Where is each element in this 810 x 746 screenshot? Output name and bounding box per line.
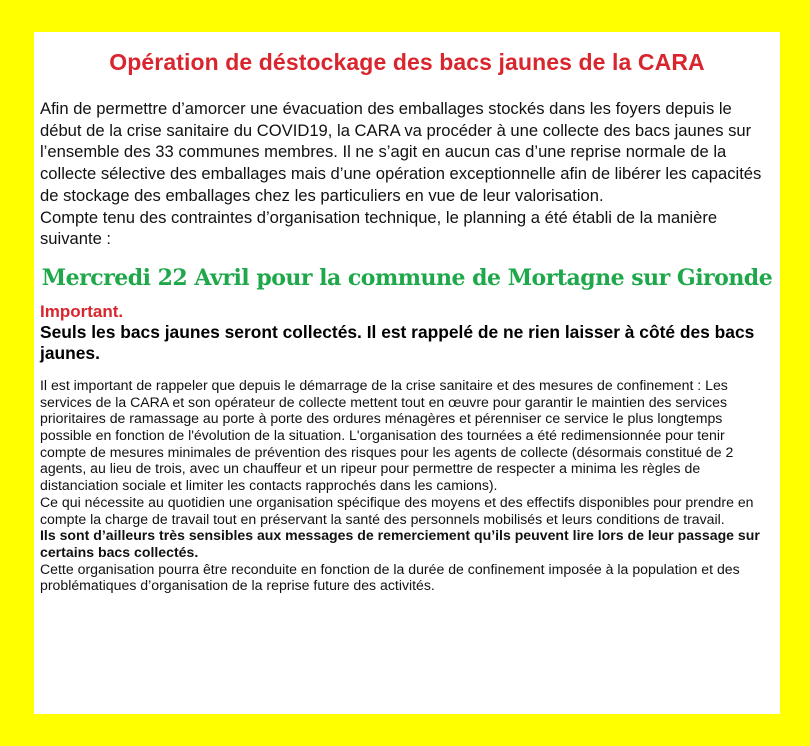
intro-planning: Compte tenu des contraintes d’organisation technique, le planning a été établi de la manière suivante : <box>40 207 718 249</box>
intro-section <box>40 98 774 250</box>
body-paragraph-2: Ce qui nécessite au quotidien une organisation spécifique des moyens et des effectifs disponibles pour prendre en compte la charge de travail tout en préservant la santé des personnels mobilisés et leurs conditions de travail. <box>40 493 754 527</box>
page-title: Opération de déstockage des bacs jaunes de la CARA <box>109 49 705 75</box>
notice-panel <box>34 32 780 714</box>
body-paragraph-1: Il est important de rappeler que depuis le démarrage de la crise sanitaire et des mesures de confinement : Les services de la CARA et son opérateur de collecte mettent tout en œuvre pour garantir le maintien des services prioritaires de ramassage au porte à porte des ordures ménagères et pérenniser ce service le plus longtemps possible en fonction de l'évolution de la situation. L'organisation des tournées a été redimensionnée pour tenir compte de mesures minimales de prévention des risques pour les agents de collecte (désormais constitué de 2 agents, au lieu de trois, avec un chauffeur et un ripeur pour permettre de respecter a minima les règles de distanciation sociale et limiter les contacts rapprochés dans les camions). <box>40 376 734 494</box>
body-section <box>40 377 774 594</box>
important-text: Seuls les bacs jaunes seront collectés. Il est rappelé de ne rien laisser à côté des bacs jaunes. <box>40 321 755 364</box>
body-paragraph-3: Cette organisation pourra être reconduite en fonction de la durée de confinement imposée à la population et des problématiques d’organisation de la reprise future des activités. <box>40 560 740 594</box>
intro-paragraph: Afin de permettre d’amorcer une évacuation des emballages stockés dans les foyers depuis le début de la crise sanitaire du COVID19, la CARA va procéder à une collecte des bacs jaunes sur l’ensemble des 33 communes membres. Il ne s’agit en aucun cas d’une reprise normale de la collecte sélective des emballages mais d’une opération exceptionnelle afin de libérer les capacités de stockage des emballages chez les particuliers en vue de leur valorisation. <box>40 99 762 205</box>
body-paragraph-bold: Ils sont d’ailleurs très sensibles aux messages de remerciement qu’ils peuvent lire lors de leur passage sur certains bacs collectés. <box>40 527 760 560</box>
important-label: Important. <box>40 301 124 321</box>
date-heading: Mercredi 22 Avril pour la commune de Mortagne sur Gironde <box>41 264 773 291</box>
